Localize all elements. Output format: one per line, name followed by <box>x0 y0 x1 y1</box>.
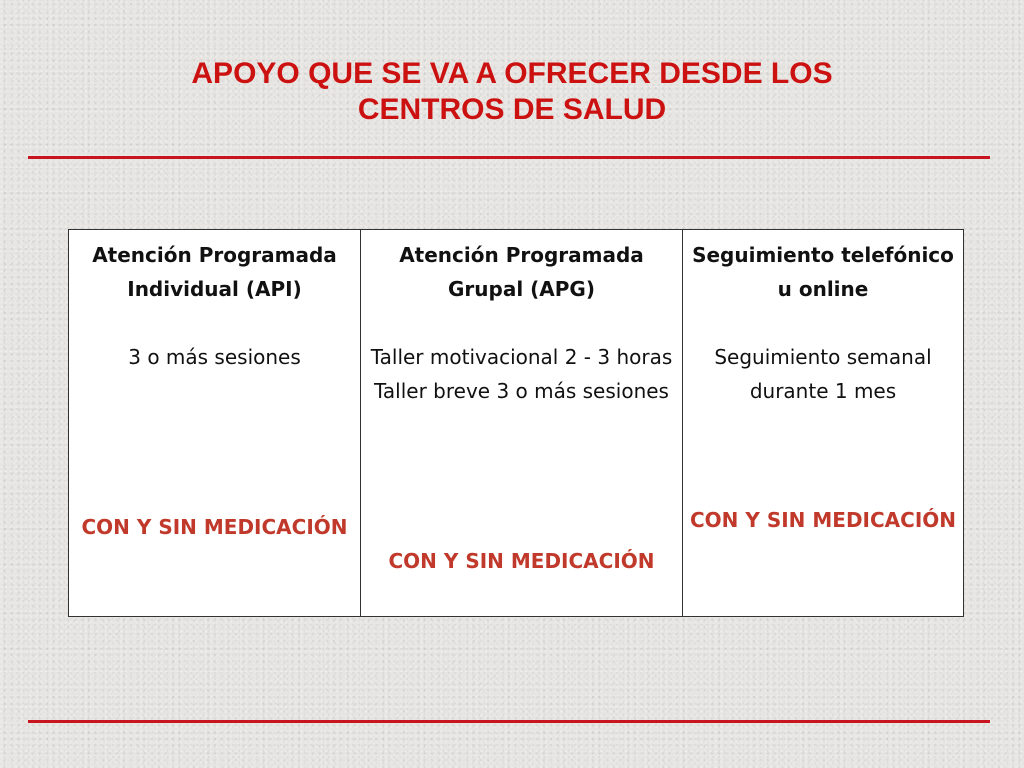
column-body-line: Taller breve 3 o más sesiones <box>374 379 669 403</box>
column-body-line: 3 o más sesiones <box>128 345 301 369</box>
medication-note-api: CON Y SIN MEDICACIÓN <box>81 515 348 539</box>
medication-note-followup: CON Y SIN MEDICACIÓN <box>690 508 956 532</box>
column-header-api: Atención Programada Individual (API) <box>92 243 337 301</box>
support-table <box>68 229 964 617</box>
column-header-apg: Atención Programada Grupal (APG) <box>399 243 644 301</box>
column-body-line: Seguimiento semanal durante 1 mes <box>714 345 932 403</box>
column-body-line: Taller motivacional 2 - 3 horas <box>370 345 673 369</box>
table-column-apg <box>360 230 682 616</box>
column-body-api <box>69 340 360 374</box>
slide-title <box>0 56 1024 128</box>
slide-title-line-2: CENTROS DE SALUD <box>357 93 667 126</box>
bottom-divider <box>28 720 990 723</box>
column-body-followup <box>683 340 963 408</box>
table-column-followup <box>682 230 963 616</box>
slide-title-line-1: APOYO QUE SE VA A OFRECER DESDE LOS <box>191 57 833 90</box>
column-header-followup: Seguimiento telefónico u online <box>692 243 954 301</box>
top-divider <box>28 156 990 159</box>
column-body-apg <box>361 340 682 408</box>
medication-note-apg: CON Y SIN MEDICACIÓN <box>388 549 655 573</box>
table-column-api <box>69 230 360 616</box>
